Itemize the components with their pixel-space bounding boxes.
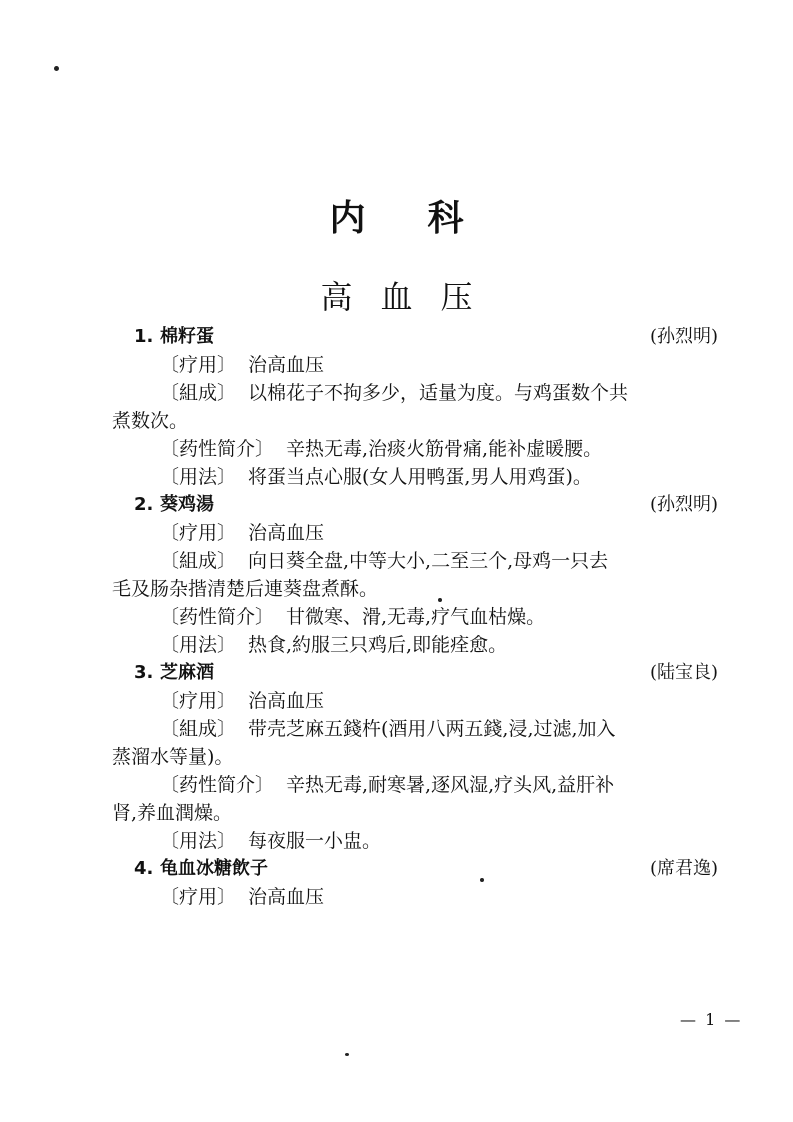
entry-title: 棉籽蛋 bbox=[160, 326, 214, 347]
scan-speck bbox=[480, 878, 484, 882]
field-label: 〔药性简介〕 bbox=[160, 774, 275, 796]
field-label: 〔疗用〕 bbox=[160, 354, 237, 376]
field-continuation: 蒸溜水等量)。 bbox=[112, 746, 234, 768]
entry-title: 芝麻酒 bbox=[160, 662, 214, 683]
entry-title: 龟血冰糖飲子 bbox=[160, 858, 268, 879]
field-continuation: 煮数次。 bbox=[112, 410, 189, 432]
field-text: 辛热无毒,治痰火筋骨痛,能补虚暖腰。 bbox=[286, 438, 603, 460]
scan-speck bbox=[54, 66, 59, 71]
field-text: 以棉花子不拘多少，适量为度。与鸡蛋数个共 bbox=[248, 382, 629, 404]
field-label: 〔組成〕 bbox=[160, 382, 237, 404]
field-usage bbox=[112, 687, 744, 715]
field-text: 治高血压 bbox=[248, 886, 325, 908]
field-composition bbox=[112, 379, 744, 407]
field-method bbox=[112, 827, 744, 855]
field-label: 〔用法〕 bbox=[160, 830, 237, 852]
field-label: 〔組成〕 bbox=[160, 718, 237, 740]
field-properties bbox=[112, 435, 744, 463]
remedy-list bbox=[112, 323, 744, 911]
field-composition bbox=[112, 715, 744, 743]
entry-number: 2. bbox=[134, 494, 154, 515]
field-composition bbox=[112, 547, 744, 575]
field-label: 〔組成〕 bbox=[160, 550, 237, 572]
field-text: 治高血压 bbox=[248, 354, 325, 376]
entry-author: (陆宝良) bbox=[649, 662, 718, 683]
section-title: 高血压 bbox=[320, 278, 501, 316]
page-number: — 1 — bbox=[680, 1010, 743, 1029]
field-text: 热食,約服三只鸡后,即能痊愈。 bbox=[248, 634, 508, 656]
field-continuation: 肾,养血潤燥。 bbox=[112, 802, 233, 824]
field-usage bbox=[112, 883, 744, 911]
field-continuation: 毛及肠杂揩清楚后連葵盘煮酥。 bbox=[112, 578, 379, 600]
entry-number: 1. bbox=[134, 326, 154, 347]
field-label: 〔药性简介〕 bbox=[160, 606, 275, 628]
chapter-title: 内科 bbox=[329, 198, 526, 239]
entry-heading bbox=[112, 323, 744, 351]
field-method bbox=[112, 631, 744, 659]
entry-author: (孙烈明) bbox=[649, 494, 718, 515]
entry-heading bbox=[112, 659, 744, 687]
entry-author: (席君逸) bbox=[649, 858, 718, 879]
field-label: 〔疗用〕 bbox=[160, 886, 237, 908]
field-text: 向日葵全盘,中等大小,二至三个,母鸡一只去 bbox=[248, 550, 609, 572]
entry-number: 3. bbox=[134, 662, 154, 683]
scan-speck bbox=[438, 598, 442, 602]
field-method bbox=[112, 463, 744, 491]
field-label: 〔疗用〕 bbox=[160, 522, 237, 544]
scan-speck bbox=[345, 1053, 349, 1056]
entry-author: (孙烈明) bbox=[649, 326, 718, 347]
field-text: 辛热无毒,耐寒暑,逐风湿,疗头风,益肝补 bbox=[286, 774, 615, 796]
field-label: 〔用法〕 bbox=[160, 466, 237, 488]
field-label: 〔用法〕 bbox=[160, 634, 237, 656]
field-text: 带壳芝麻五錢杵(酒用八两五錢,浸,过滤,加入 bbox=[248, 718, 616, 740]
entry-number: 4. bbox=[134, 858, 154, 879]
entry-title: 葵鸡湯 bbox=[160, 494, 214, 515]
field-text: 将蛋当点心服(女人用鸭蛋,男人用鸡蛋)。 bbox=[248, 466, 592, 488]
entry-heading bbox=[112, 491, 744, 519]
field-text: 甘微寒、滑,无毒,疗气血枯燥。 bbox=[286, 606, 546, 628]
field-usage bbox=[112, 351, 744, 379]
field-properties bbox=[112, 771, 744, 799]
field-text: 每夜服一小盅。 bbox=[248, 830, 382, 852]
field-text: 治高血压 bbox=[248, 522, 325, 544]
entry-heading bbox=[112, 855, 744, 883]
field-label: 〔疗用〕 bbox=[160, 690, 237, 712]
field-usage bbox=[112, 519, 744, 547]
field-label: 〔药性简介〕 bbox=[160, 438, 275, 460]
field-text: 治高血压 bbox=[248, 690, 325, 712]
field-properties bbox=[112, 603, 744, 631]
